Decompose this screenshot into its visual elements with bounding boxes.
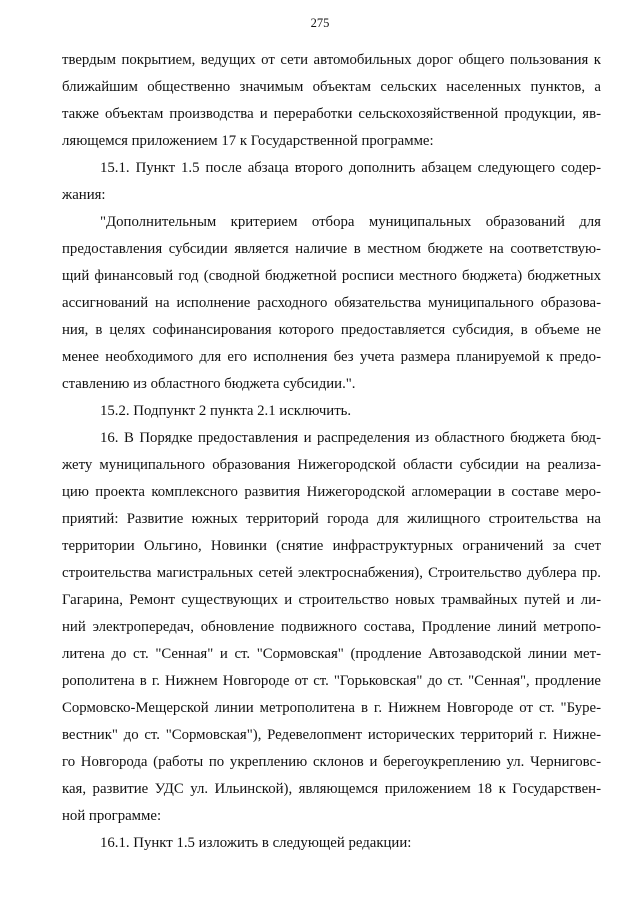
text-line: предоставления субсидии является наличие в местном бюджете на соответствую- [62, 241, 601, 257]
text-line: Гагарина, Ремонт существующих и строительство новых трамвайных путей и ли- [62, 592, 601, 608]
text-line: щий финансовый год (сводной бюджетной росписи местного бюджета) бюджетных [62, 268, 601, 284]
text-line: ния, в целях софинансирования которого предоставляется субсидия, в объеме не [62, 322, 601, 338]
text-line: жания: [62, 187, 106, 203]
text-line: го Новгорода (работы по укреплению склонов и берегоукреплению ул. Черниговс- [62, 754, 601, 770]
text-line: рополитена в г. Нижнем Новгороде от ст. "Горьковская" до ст. "Сенная", продление [62, 673, 601, 689]
text-line: жету муниципального образования Нижегородской области субсидии на реализа- [62, 457, 601, 473]
text-line: ближайшим общественно значимым объектам сельских населенных пунктов, а [62, 79, 601, 95]
text-line: ассигнований на исполнение расходного обязательства муниципального образова- [62, 295, 601, 311]
page-number: 275 [310, 16, 330, 30]
text-line: приятий: Развитие южных территорий города для жилищного строительства на [62, 511, 601, 527]
text-line: кая, развитие УДС ул. Ильинской), являющемся приложением 18 к Государствен- [62, 781, 601, 797]
text-line: твердым покрытием, ведущих от сети автомобильных дорог общего пользования к [62, 52, 601, 68]
text-line: менее необходимого для его исполнения без учета размера планируемой к предо- [62, 349, 601, 365]
text-line: 15.2. Подпункт 2 пункта 2.1 исключить. [100, 403, 352, 419]
text-line: "Дополнительным критерием отбора муниципальных образований для [100, 214, 601, 230]
text-line: ной программе: [62, 808, 162, 824]
text-line: ляющемся приложением 17 к Государственной программе: [62, 133, 434, 149]
text-line: строительства магистральных сетей электроснабжения), Строительство дублера пр. [62, 565, 601, 581]
text-line: Сормовско-Мещерской линии метрополитена в г. Нижнем Новгороде от ст. "Буре- [62, 700, 601, 716]
text-line: 16.1. Пункт 1.5 изложить в следующей редакции: [100, 835, 412, 851]
text-line: ний электропередач, обновление подвижного состава, Продление линий метропо- [62, 619, 601, 635]
text-line: ставлению из областного бюджета субсидии.". [62, 376, 356, 392]
text-line: литена до ст. "Сенная" и ст. "Сормовская" (продление Автозаводской линии мет- [62, 646, 601, 662]
text-line: цию проекта комплексного развития Нижегородской агломерации в составе меро- [62, 484, 601, 500]
text-line: 15.1. Пункт 1.5 после абзаца второго дополнить абзацем следующего содер- [100, 160, 601, 176]
text-line: 16. В Порядке предоставления и распределения из областного бюджета бюд- [100, 430, 601, 446]
text-line: территории Ольгино, Новинки (снятие инфраструктурных ограничений за счет [62, 538, 601, 554]
text-line: вестник" до ст. "Сормовская"), Редевелопмент исторических территорий г. Нижне- [62, 727, 601, 743]
text-line: также объектам производства и переработки сельскохозяйственной продукции, яв- [62, 106, 601, 122]
